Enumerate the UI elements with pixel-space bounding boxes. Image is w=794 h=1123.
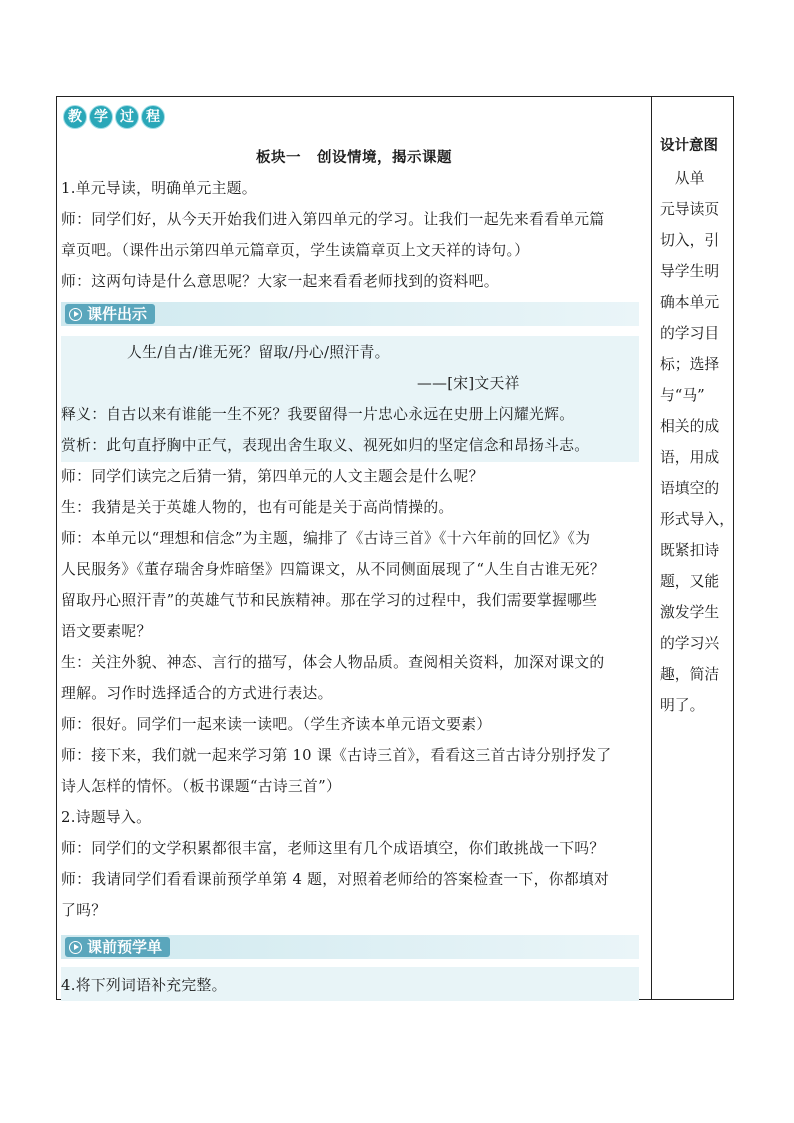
- text-line: 留取丹心照汗青”的英雄气节和民族精神。那在学习的过程中，我们需要掌握哪些: [61, 592, 598, 609]
- section-part: 板块一: [256, 149, 301, 166]
- text-line: 师：本单元以“理想和信念”为主题，编排了《古诗三首》《十六年前的回忆》《为: [61, 530, 591, 547]
- section-text: 创设情境，揭示课题: [317, 149, 452, 166]
- preview-item: 4.将下列词语补充完整。: [61, 977, 227, 994]
- text-line: 师：我请同学们看看课前预学单第 4 题，对照着老师给的答案检查一下，你都填对: [61, 871, 610, 888]
- text-line: 师：同学们读完之后猜一猜，第四单元的人文主题会是什么呢？: [61, 468, 484, 485]
- intent-line: 导学生明: [660, 263, 720, 280]
- badge-char: 学: [89, 105, 113, 129]
- intent-line: 的学习兴: [660, 635, 720, 652]
- text-line: 生：我猜是关于英雄人物的，也有可能是关于高尚情操的。: [61, 499, 454, 516]
- preview-tab: [65, 937, 170, 957]
- text-line: 语文要素呢？: [61, 623, 152, 640]
- text-line: 师：同学们的文学积累都很丰富，老师这里有几个成语填空，你们敢挑战一下吗？: [61, 840, 605, 857]
- intent-line: 确本单元: [660, 294, 720, 311]
- play-icon: [69, 308, 82, 321]
- poem-line: 人生/自古/谁无死？留取/丹心/照汗青。: [127, 344, 390, 361]
- poem-meaning: 释义：自古以来有谁能一生不死？我要留得一片忠心永远在史册上闪耀光辉。: [61, 406, 575, 423]
- badge-char: 教: [63, 105, 87, 129]
- intent-line: 与“马”: [660, 387, 705, 404]
- text-line: 诗人怎样的情怀。（板书课题“古诗三首”）: [61, 778, 342, 795]
- play-icon: [69, 941, 82, 954]
- text-line: 理解。习作时选择适合的方式进行表达。: [61, 685, 333, 702]
- text-line: 了吗？: [61, 902, 107, 919]
- courseware-tab: [65, 304, 155, 324]
- teaching-process-badge: [63, 105, 165, 129]
- design-intent-title: 设计意图: [660, 137, 718, 154]
- preview-label: 课前预学单: [87, 938, 163, 956]
- text-line: 师：接下来，我们就一起来学习第 10 课《古诗三首》，看看这三首古诗分别抒发了: [61, 747, 612, 764]
- intent-line: 既紧扣诗: [660, 542, 720, 559]
- intent-line: 从单: [660, 170, 705, 187]
- intent-line: 题，又能: [660, 573, 720, 590]
- text-line: 师：这两句诗是什么意思呢？大家一起来看看老师找到的资料吧。: [61, 273, 499, 290]
- intent-line: 激发学生: [660, 604, 720, 621]
- text-line: 人民服务》《董存瑞舍身炸暗堡》四篇课文，从不同侧面展现了“人生自古谁无死？: [61, 561, 605, 578]
- intent-line: 语填空的: [660, 480, 720, 497]
- text-line: 1.单元导读，明确单元主题。: [61, 180, 257, 197]
- badge-char: 过: [115, 105, 139, 129]
- poem-appreciation: 赏析：此句直抒胸中正气，表现出舍生取义、视死如归的坚定信念和昂扬斗志。: [61, 437, 590, 454]
- courseware-header: [61, 302, 639, 326]
- intent-line: 趣，简洁: [660, 666, 720, 683]
- intent-line: 元导读页: [660, 201, 720, 218]
- design-intent-column: [652, 97, 734, 999]
- courseware-label: 课件出示: [87, 305, 148, 323]
- badge-char: 程: [141, 105, 165, 129]
- intent-line: 相关的成: [660, 418, 720, 435]
- intent-line: 明了。: [660, 697, 705, 714]
- teaching-process-column: [57, 97, 651, 999]
- lesson-table: [56, 96, 734, 1000]
- intent-line: 标；选择: [660, 356, 720, 373]
- intent-line: 语，用成: [660, 449, 720, 466]
- poem-author: ——[宋]文天祥: [417, 375, 520, 392]
- preview-header: [61, 935, 639, 959]
- text-line: 生：关注外貌、神态、言行的描写，体会人物品质。查阅相关资料，加深对课文的: [61, 654, 605, 671]
- text-line: 师：很好。同学们一起来读一读吧。（学生齐读本单元语文要素）: [61, 716, 492, 733]
- text-line: 师：同学们好，从今天开始我们进入第四单元的学习。让我们一起先来看看单元篇: [61, 211, 605, 228]
- intent-line: 切入，引: [660, 232, 720, 249]
- intent-line: 形式导入，: [660, 511, 734, 528]
- section-title: [57, 146, 651, 167]
- intent-line: 的学习目: [660, 325, 720, 342]
- text-line: 2.诗题导入。: [61, 809, 152, 826]
- text-line: 章页吧。（课件出示第四单元篇章页，学生读篇章页上文天祥的诗句。）: [61, 242, 530, 259]
